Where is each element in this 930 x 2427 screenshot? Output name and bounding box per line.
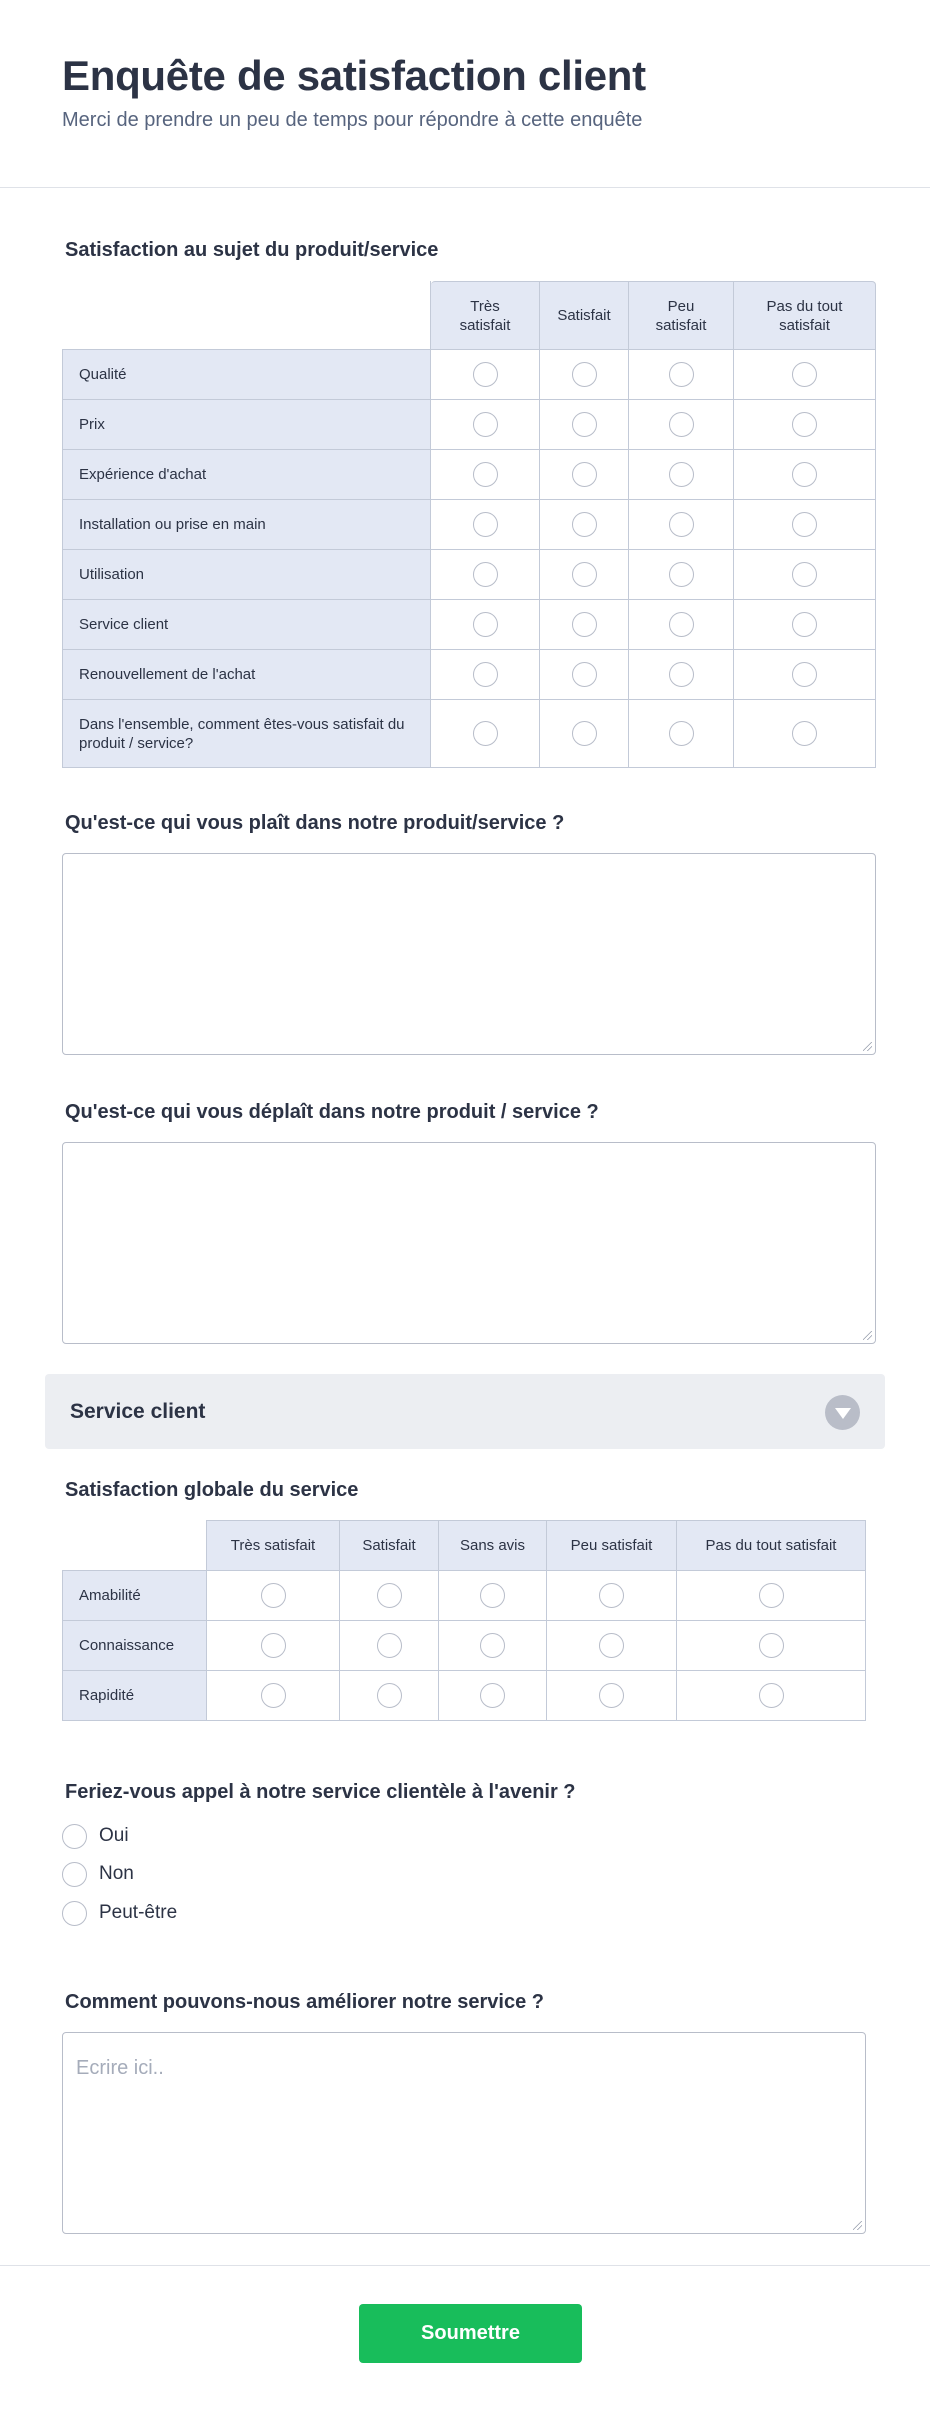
matrix-row	[62, 1671, 866, 1721]
resize-handle-icon[interactable]	[863, 1042, 872, 1051]
radio-button[interactable]	[599, 1683, 624, 1708]
section-title: Service client	[70, 1400, 206, 1423]
form-footer	[0, 2265, 930, 2427]
radio-button[interactable]	[377, 1583, 402, 1608]
radio-button[interactable]	[377, 1683, 402, 1708]
radio-button[interactable]	[62, 1824, 87, 1849]
radio-button[interactable]	[572, 362, 597, 387]
likes-textarea[interactable]	[62, 853, 876, 1055]
radio-button[interactable]	[669, 512, 694, 537]
radio-button[interactable]	[669, 562, 694, 587]
radio-button[interactable]	[480, 1633, 505, 1658]
matrix-row	[62, 450, 876, 500]
radio-button[interactable]	[480, 1683, 505, 1708]
radio-button[interactable]	[759, 1633, 784, 1658]
column-header: Pas du tout satisfait	[734, 281, 876, 350]
radio-button[interactable]	[759, 1583, 784, 1608]
row-label: Service client	[62, 600, 431, 650]
radio-button[interactable]	[473, 721, 498, 746]
radio-button[interactable]	[473, 362, 498, 387]
column-header: Satisfait	[340, 1520, 439, 1571]
row-label: Renouvellement de l'achat	[62, 650, 431, 700]
radio-button[interactable]	[572, 412, 597, 437]
matrix-row	[62, 650, 876, 700]
option-non[interactable]	[62, 1861, 134, 1887]
radio-button[interactable]	[62, 1862, 87, 1887]
radio-button[interactable]	[572, 462, 597, 487]
radio-button[interactable]	[792, 721, 817, 746]
radio-button[interactable]	[572, 662, 597, 687]
row-label: Qualité	[62, 350, 431, 400]
row-label: Dans l'ensemble, comment êtes-vous satisfait du produit / service?	[62, 700, 431, 768]
row-label: Prix	[62, 400, 431, 450]
radio-button[interactable]	[669, 721, 694, 746]
radio-button[interactable]	[599, 1633, 624, 1658]
dislikes-label: Qu'est-ce qui vous déplaît dans notre produit / service ?	[65, 1101, 599, 1123]
radio-button[interactable]	[792, 512, 817, 537]
radio-button[interactable]	[480, 1583, 505, 1608]
row-label: Installation ou prise en main	[62, 500, 431, 550]
matrix-row	[62, 400, 876, 450]
matrix-row	[62, 600, 876, 650]
radio-button[interactable]	[572, 562, 597, 587]
radio-button[interactable]	[669, 362, 694, 387]
radio-button[interactable]	[473, 662, 498, 687]
chevron-down-icon[interactable]	[825, 1395, 860, 1430]
radio-button[interactable]	[473, 612, 498, 637]
improve-label: Comment pouvons-nous améliorer notre service ?	[65, 1991, 544, 2013]
row-label: Rapidité	[62, 1671, 207, 1721]
option-label: Non	[99, 1863, 134, 1884]
radio-button[interactable]	[792, 612, 817, 637]
matrix-row	[62, 700, 876, 768]
radio-button[interactable]	[599, 1583, 624, 1608]
option-label: Oui	[99, 1825, 129, 1846]
radio-button[interactable]	[261, 1683, 286, 1708]
radio-button[interactable]	[62, 1901, 87, 1926]
radio-button[interactable]	[669, 612, 694, 637]
resize-handle-icon[interactable]	[863, 1331, 872, 1340]
row-label: Utilisation	[62, 550, 431, 600]
option-label: Peut-être	[99, 1902, 178, 1923]
radio-button[interactable]	[473, 562, 498, 587]
radio-button[interactable]	[792, 412, 817, 437]
service-matrix-label: Satisfaction globale du service	[65, 1479, 359, 1501]
textarea-placeholder: Ecrire ici..	[76, 2057, 164, 2079]
matrix-corner	[62, 1520, 207, 1571]
matrix-row	[62, 500, 876, 550]
radio-button[interactable]	[572, 612, 597, 637]
row-label: Connaissance	[62, 1621, 207, 1671]
column-header: Peu satisfait	[629, 281, 734, 350]
radio-button[interactable]	[572, 512, 597, 537]
radio-button[interactable]	[669, 462, 694, 487]
option-oui[interactable]	[62, 1823, 129, 1849]
option-peut-etre[interactable]	[62, 1900, 177, 1926]
radio-button[interactable]	[261, 1633, 286, 1658]
matrix-row	[62, 1571, 866, 1621]
future-label: Feriez-vous appel à notre service clientèle à l'avenir ?	[65, 1781, 576, 1803]
column-header: Pas du tout satisfait	[677, 1520, 866, 1571]
radio-button[interactable]	[669, 412, 694, 437]
radio-button[interactable]	[792, 562, 817, 587]
matrix-row	[62, 1621, 866, 1671]
row-label: Amabilité	[62, 1571, 207, 1621]
row-label: Expérience d'achat	[62, 450, 431, 500]
page-title: Enquête de satisfaction client	[62, 52, 646, 99]
radio-button[interactable]	[473, 512, 498, 537]
dislikes-textarea[interactable]	[62, 1142, 876, 1344]
radio-button[interactable]	[792, 462, 817, 487]
form-header	[0, 0, 930, 188]
column-header: Peu satisfait	[547, 1520, 677, 1571]
radio-button[interactable]	[377, 1633, 402, 1658]
radio-button[interactable]	[669, 662, 694, 687]
resize-handle-icon[interactable]	[853, 2221, 862, 2230]
radio-button[interactable]	[759, 1683, 784, 1708]
page-subtitle: Merci de prendre un peu de temps pour répondre à cette enquête	[62, 109, 643, 131]
radio-button[interactable]	[792, 662, 817, 687]
service-satisfaction-matrix	[62, 1520, 866, 1721]
radio-button[interactable]	[473, 412, 498, 437]
improve-textarea[interactable]	[62, 2032, 866, 2234]
product-satisfaction-matrix	[62, 281, 876, 768]
matrix-row	[62, 350, 876, 400]
matrix-row	[62, 550, 876, 600]
radio-button[interactable]	[572, 721, 597, 746]
likes-label: Qu'est-ce qui vous plaît dans notre produit/service ?	[65, 812, 565, 834]
section-service-client[interactable]	[45, 1374, 885, 1449]
column-header: Très satisfait	[431, 281, 540, 350]
product-matrix-label: Satisfaction au sujet du produit/service	[65, 239, 439, 261]
column-header: Satisfait	[540, 281, 629, 350]
radio-button[interactable]	[473, 462, 498, 487]
radio-button[interactable]	[792, 362, 817, 387]
matrix-corner	[62, 281, 431, 350]
submit-button[interactable]: Soumettre	[359, 2304, 582, 2363]
column-header: Sans avis	[439, 1520, 547, 1571]
column-header: Très satisfait	[207, 1520, 340, 1571]
radio-button[interactable]	[261, 1583, 286, 1608]
